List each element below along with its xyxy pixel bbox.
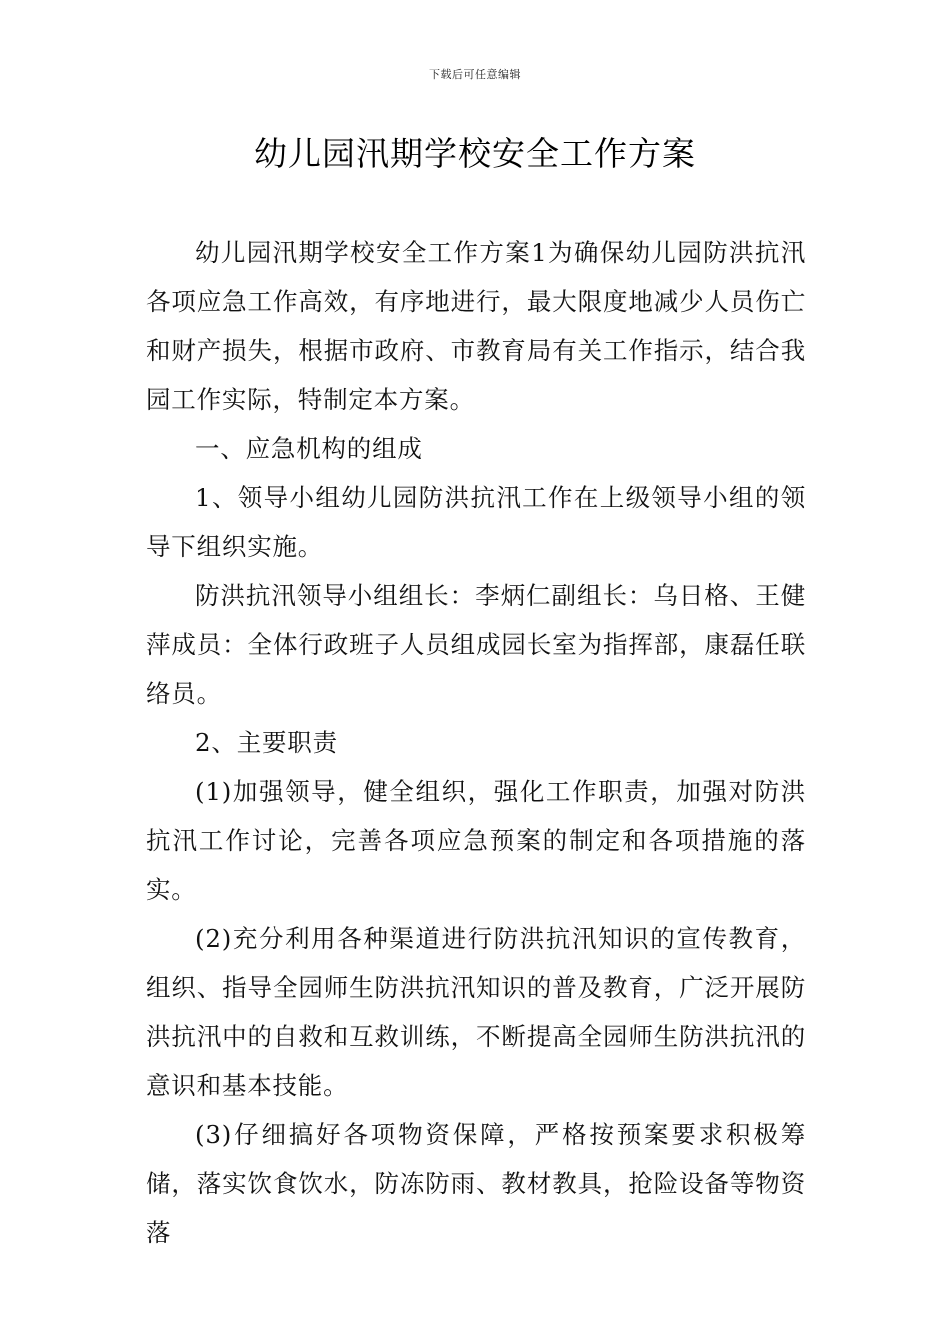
intro-paragraph: 幼儿园汛期学校安全工作方案1为确保幼儿园防洪抗汛各项应急工作高效，有序地进行，最大限度地减少人员伤亡和财产损失，根据市政府、市教育局有关工作指示，结合我园工作实际，特制定本方案。 bbox=[146, 238, 806, 414]
header-note: 下载后可任意编辑 bbox=[429, 68, 521, 81]
group-members-paragraph: 防洪抗汛领导小组组长：李炳仁副组长：乌日格、王健萍成员：全体行政班子人员组成园长室为指挥部，康磊任联络员。 bbox=[146, 581, 806, 708]
document-title: 幼儿园汛期学校安全工作方案 bbox=[254, 134, 696, 173]
section-heading-responsibilities: 2、主要职责 bbox=[195, 728, 338, 757]
responsibility-item-3: (3)仔细搞好各项物资保障，严格按预案要求积极筹储，落实饮食饮水，防冻防雨、教材教具，抢险设备等物资落 bbox=[146, 1120, 806, 1247]
responsibility-item-2: (2)充分利用各种渠道进行防洪抗汛知识的宣传教育，组织、指导全园师生防洪抗汛知识的普及教育，广泛开展防洪抗汛中的自救和互救训练，不断提高全园师生防洪抗汛的意识和基本技能。 bbox=[146, 924, 806, 1100]
section-heading-organization: 一、应急机构的组成 bbox=[195, 434, 423, 463]
document-body bbox=[146, 228, 806, 1257]
leadership-group-paragraph: 1、领导小组幼儿园防洪抗汛工作在上级领导小组的领导下组织实施。 bbox=[146, 483, 806, 561]
responsibility-item-1: (1)加强领导，健全组织，强化工作职责，加强对防洪抗汛工作讨论，完善各项应急预案的制定和各项措施的落实。 bbox=[146, 777, 806, 904]
